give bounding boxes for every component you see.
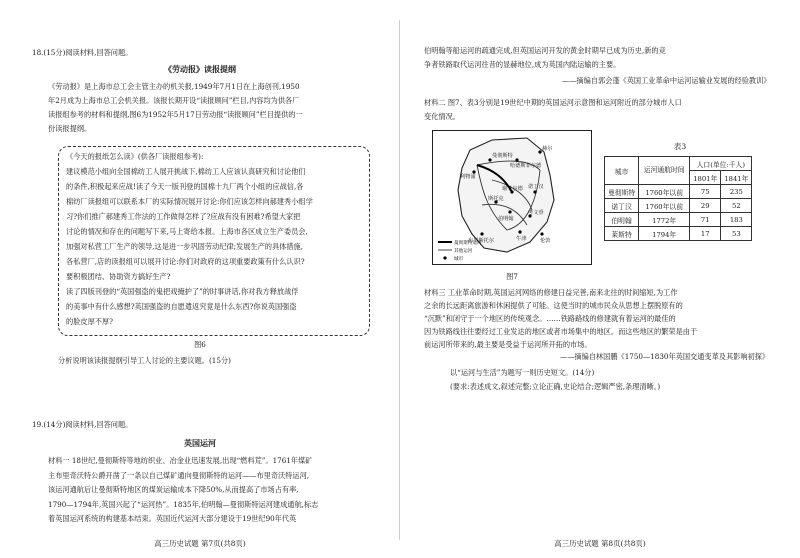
text-line: 棉纺厂读报组可以联系本厂的实际情况展开讨论:你们应该怎样向郝建秀小组学 — [66, 197, 313, 206]
citation-2: ——摘编自林国鹏《1750—1830年英国交通变革及其影响初探》 — [560, 352, 770, 361]
th-time: 运河通航时间 — [639, 157, 690, 185]
th-city: 城市 — [605, 157, 639, 185]
map-label-manchester: 曼彻斯特 — [492, 153, 513, 159]
text-line: 争者铁路取代运河往昔的显赫地位,成为英国内陆运输的主要。 — [424, 60, 621, 69]
svg-text:城市: 城市 — [454, 257, 464, 262]
citation-1: ——摘编自郭会蓬《英国工业革命中运河运输业发展的经验教训》 — [562, 76, 771, 85]
text-line: 主布里奇沃特公爵开凿了一条以自己煤矿通向曼彻斯特的运河——布里奇沃特运河, — [48, 470, 310, 480]
text-line: 加强对私营工厂生产的领导,这是进一步巩固劳动纪律;发展生产的具体措施, — [66, 242, 303, 251]
svg-text:其他运河: 其他运河 — [454, 249, 473, 254]
population-table — [604, 156, 752, 241]
text-line: 之余的长远距离旅游和休闲提供了可能。这使当时的城市民众从思想上摆脱原有的 — [424, 301, 683, 310]
text-line: 《劳动报》是上海市总工会主管主办的机关报,1949年7月1日在上海创刊,1950 — [48, 82, 300, 91]
map-label-london: 伦敦 — [540, 238, 551, 244]
th-1841: 1841年 — [721, 171, 752, 185]
text-line: 的美事中有什么感想?英国强盗的自愿遣返究竟是什么东西?你说英国强盗 — [66, 302, 297, 311]
table-3-title: 表3 — [673, 142, 687, 151]
text-line: 因为铁路线往往要经过工业发达的地区或者市场集中的地区。而这些地区的繁荣是由于 — [424, 327, 698, 336]
map-label-liverpool: 利物浦 — [460, 174, 476, 180]
figure-7-caption: 图7 — [506, 272, 518, 281]
q19-task: 以“运河与生活”为题写一则历史短文。(14分) — [450, 368, 595, 377]
table-row: 莱斯特 1794年 17 53 — [605, 227, 752, 241]
th-pop: 人口(单位:千人) — [690, 157, 752, 171]
q18-task: 分析说明该读报提纲引导工人讨论的主要议题。(15分) — [58, 356, 231, 365]
table-row: 曼彻斯特 1760年以前 75 235 — [605, 185, 752, 199]
text-line: 建议模范小组向全国棉纺工人展开挑战下,棉纺工人应该认真研究和讨论他们 — [66, 167, 306, 176]
text-line: 读了四版刊登的“英国强盗的鬼把戏掩护了”的时事讲话,你对我方释放战俘 — [66, 287, 299, 296]
right-page — [400, 0, 800, 558]
map-label-hull: 赫尔 — [542, 146, 553, 152]
text-line: 的脸皮厚不厚? — [66, 317, 113, 326]
th-1801: 1801年 — [690, 171, 721, 185]
figure-6-caption: 图6 — [194, 340, 206, 349]
page-8-footer: 高三历史试题 第8页(共8页) — [554, 539, 646, 548]
map-label-stoke: 斯托克 — [488, 196, 504, 202]
text-line: 《今天的报纸怎么读》(供各厂读报组参考): — [66, 152, 204, 161]
text-line: 习?你们推广郝建秀工作法的工作做得怎样了?应战有没有困难?希望大家把 — [66, 212, 301, 221]
text-line: 要积极团结、协助资方搞好生产? — [66, 272, 171, 281]
text-line: 读报组参考的材料和提纲,图6为1952年5月17日劳动报“读报顾问”栏目提供的一 — [48, 110, 303, 119]
text-line: 各私营厂,店的读报组可以展开讨论:你们对政府的这项重要政策有什么认识? — [66, 257, 305, 266]
text-line: 份读报提纲。 — [48, 124, 92, 133]
q19-requirements: (要求:表述成文,叙述完整;立论正确,史论结合;逻辑严密,条理清晰。) — [450, 382, 661, 391]
map-label-nottingham: 诺丁汉 — [528, 184, 544, 190]
text-line: “沉默”和闭守于一个地区的传统观念。……铁路路线的修建就有着运河的最佳的 — [424, 314, 676, 323]
text-line: 1790—1794年,英国兴起了“运河热”。1835年,伯明翰—曼彻斯特运河建成通航,标志 — [48, 499, 319, 509]
q18-title: 《劳动报》读报提纲 — [164, 64, 236, 74]
page-7-footer: 高三历史试题 第7页(共8页) — [154, 539, 246, 548]
map-label-sheffield: 谢菲尔德 — [502, 186, 523, 192]
text-line: 前运河所带来的,最主要是受益于运河所开拓的市场。 — [424, 340, 592, 349]
map-label-bristol: 布里斯托尔 — [468, 238, 494, 244]
map-label-coventry: 考文垂 — [528, 210, 544, 216]
text-line: 材料一 18世纪,曼彻斯特等地纺织业、冶金业迅速发展,出现“燃料荒”。1761年煤矿 — [48, 456, 313, 465]
text-line: 材料三 工业革命时期,英国运河网络的修建日益完善,南来北往的时间缩短,为工作 — [424, 288, 678, 297]
table-row: 诺丁汉 1760年以前 29 52 — [605, 199, 752, 213]
svg-text:曼彻斯特运河: 曼彻斯特运河 — [454, 241, 482, 246]
text-line: 变化情况。 — [424, 112, 460, 121]
q18-heading: 18.(15分)阅读材料,回答问题。 — [32, 48, 133, 57]
text-line: 该运河通航后让曼彻斯特地区的煤炭运输成本下降50%,从而提高了市场占有率, — [48, 485, 299, 494]
text-line: 年2月成为上海市总工会机关报。该报长期开设“读报顾问”栏目,内容均为供各厂 — [48, 96, 300, 105]
text-line: 着英国运河系统的构建基本结束。英国近代运河大部分建设于19世纪90年代英 — [48, 514, 297, 523]
q19-title: 英国运河 — [184, 438, 216, 448]
table-row: 伯明翰 1772年 71 183 — [605, 213, 752, 227]
text-line: 讨论的情况和存在的问题写下来,马上寄给本报。上海市各区成立生产委员会, — [66, 227, 308, 236]
text-line: 材料二 图7、表3分别是19世纪中期的英国运河示意图和运河附近的部分城市人口 — [424, 98, 682, 107]
text-line: 伯明翰等船运河的疏通完成,但英国运河开发的黄金时期早已成为历史,新的竞 — [424, 46, 666, 55]
q19-heading: 19.(14分)阅读材料,回答问题。 — [32, 420, 133, 429]
canal-map — [432, 130, 592, 265]
map-label-oxford: 牛津 — [516, 236, 527, 242]
map-label-huddersfield: 哈德斯菲尔德 — [510, 163, 542, 169]
text-line: 的条件,积极起来应战!读了今天一版刊登的国棉十九厂两个小组的应战信,各 — [66, 182, 304, 191]
map-label-birmingham: 伯明翰 — [498, 216, 514, 222]
